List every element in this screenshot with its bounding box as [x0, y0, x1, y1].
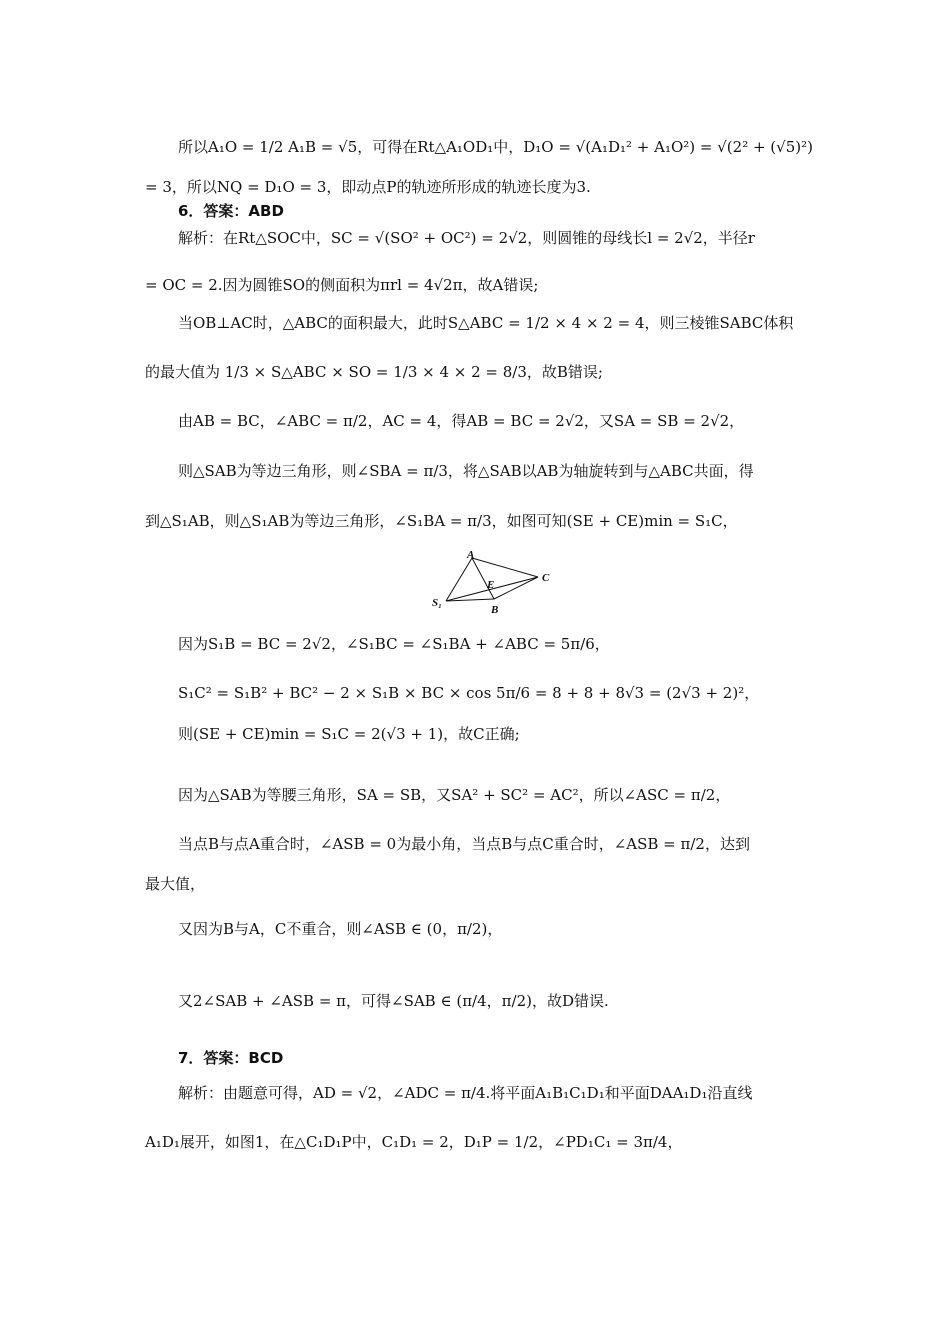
- text-line: 则(SE + CE)min = S₁C = 2(√3 + 1)，故C正确;: [178, 725, 520, 743]
- text-line: = 3，所以NQ = D₁O = 3，即动点P的轨迹所形成的轨迹长度为3.: [145, 178, 591, 196]
- label-a: A: [467, 550, 475, 561]
- text-line: 当OB⊥AC时，△ABC的面积最大，此时S△ABC = 1/2 × 4 × 2 = 4，则三棱锥SABC体积: [178, 314, 794, 332]
- text-line: 因为△SAB为等腰三角形，SA = SB，又SA² + SC² = AC²，所以∠ASC = π/2，: [178, 786, 731, 804]
- text-line: 则△SAB为等边三角形，则∠SBA = π/3，将△SAB以AB为轴旋转到与△ABC共面，得: [178, 462, 754, 480]
- text-line: = OC = 2.因为圆锥SO的侧面积为πrl = 4√2π，故A错误;: [145, 276, 539, 294]
- label-b: B: [491, 604, 499, 616]
- geometry-figure: [430, 550, 560, 620]
- text-line: 所以A₁O = 1/2 A₁B = √5，可得在Rt△A₁OD₁中，D₁O = √(A₁D₁² + A₁O²) = √(2² + (√5)²): [178, 138, 813, 156]
- text-line: 又因为B与A，C不重合，则∠ASB ∈ (0，π/2)，: [178, 920, 503, 938]
- text-line: 又2∠SAB + ∠ASB = π，可得∠SAB ∈ (π/4，π/2)，故D错误.: [178, 992, 609, 1010]
- text-line: 最大值，: [145, 875, 206, 893]
- text-line: 由AB = BC，∠ABC = π/2，AC = 4，得AB = BC = 2√2，又SA = SB = 2√2，: [178, 412, 745, 430]
- text-line: 当点B与点A重合时，∠ASB = 0为最小角，当点B与点C重合时，∠ASB = π/2，达到: [178, 835, 750, 853]
- answer-heading: 6．答案：ABD: [178, 202, 284, 220]
- text-line: 解析：由题意可得，AD = √2，∠ADC = π/4.将平面A₁B₁C₁D₁和平面DAA₁D₁沿直线: [178, 1084, 753, 1102]
- edge-s1-a: [446, 558, 472, 601]
- label-s1: S₁: [432, 597, 442, 609]
- text-line: 因为S₁B = BC = 2√2，∠S₁BC = ∠S₁BA + ∠ABC = 5π/6，: [178, 635, 610, 653]
- text-line: A₁D₁展开，如图1，在△C₁D₁P中，C₁D₁ = 2，D₁P = 1/2，∠PD₁C₁ = 3π/4，: [145, 1133, 683, 1151]
- edge-c-b: [494, 577, 538, 599]
- text-line: 到△S₁AB，则△S₁AB为等边三角形，∠S₁BA = π/3，如图可知(SE + CE)min = S₁C，: [145, 512, 738, 530]
- label-c: C: [542, 572, 550, 584]
- text-line: 的最大值为 1/3 × S△ABC × SO = 1/3 × 4 × 2 = 8/3，故B错误;: [145, 363, 603, 381]
- text-line: S₁C² = S₁B² + BC² − 2 × S₁B × BC × cos 5π/6 = 8 + 8 + 8√3 = (2√3 + 2)²，: [178, 684, 760, 702]
- label-e: E: [487, 579, 495, 591]
- edge-a-c: [472, 558, 538, 577]
- answer-heading: 7．答案：BCD: [178, 1049, 284, 1067]
- text-line: 解析：在Rt△SOC中，SC = √(SO² + OC²) = 2√2，则圆锥的母线长l = 2√2，半径r: [178, 229, 755, 247]
